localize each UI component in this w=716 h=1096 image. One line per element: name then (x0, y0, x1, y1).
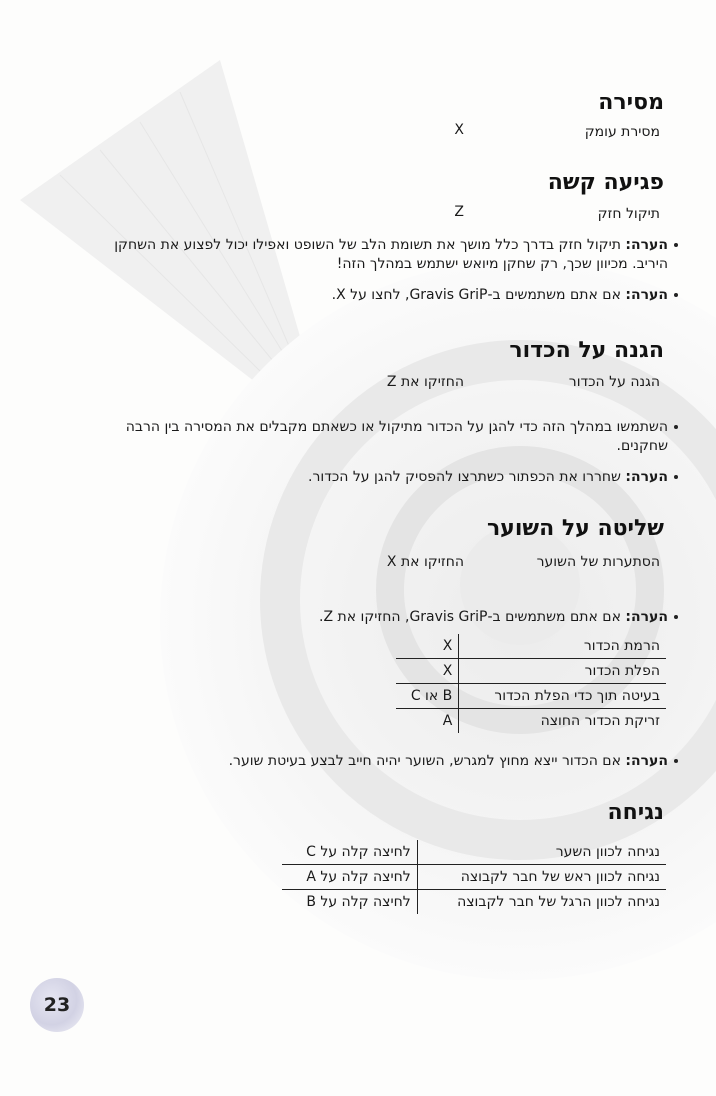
table-cell-key: X (396, 659, 459, 684)
table-cell-key: לחיצה קלה על B (282, 890, 417, 915)
bullet-dot (674, 615, 678, 619)
pass-key: X (454, 122, 464, 138)
ball-protect-key: החזיקו את Z (386, 374, 464, 390)
note-label: הערה: (625, 237, 668, 253)
table-cell-key: לחיצה קלה על A (282, 865, 417, 890)
hard-tackle-key: Z (454, 204, 464, 220)
table-cell-action: הפלת הכדור (459, 659, 666, 684)
table-row (282, 840, 666, 865)
table-cell-key: לחיצה קלה על C (282, 840, 417, 865)
table-cell-action: זריקת הכדור החוצה (459, 709, 666, 734)
table-row (282, 890, 666, 915)
header-controls-table (282, 840, 666, 914)
note-label: הערה: (625, 609, 668, 625)
bullet-dot (674, 293, 678, 297)
table-cell-key: X (396, 634, 459, 659)
section-title-goalie: שליטה על השוער (486, 516, 664, 541)
section-title-header: נגיחה (607, 800, 664, 825)
bullet-dot (674, 425, 678, 429)
section-title-hard-tackle: פגיעה קשה (547, 170, 664, 195)
ball-protect-action: הגנה על הכדור (568, 374, 660, 390)
note-text: אם אתם משתמשים ב-Gravis GriP, לחצו על X. (331, 287, 626, 303)
hard-tackle-action: תיקול חזק (597, 206, 660, 222)
table-cell-action: נגיחה לכוון השער (555, 844, 660, 860)
table-cell-action: נגיחה לכוון הרגל של חבר לקבוצה (417, 890, 666, 915)
table-row (282, 865, 666, 890)
note-text: אם אתם משתמשים ב-Gravis GriP, החזיקו את Z. (319, 609, 626, 625)
table-cell-action: נגיחה לכוון ראש של חבר לקבוצה (417, 865, 666, 890)
note-label: הערה: (625, 287, 668, 303)
bullet-text: השתמשו במהלך הזה כדי להגן על הכדור מתיקול או כשאתם מקבלים את המסירה בין הרבה שחקנים. (125, 419, 668, 454)
page-number: 23 (30, 978, 84, 1032)
note-text: שחררו את הכפתור כשתרצו להפסיק להגן על הכדור. (308, 469, 626, 485)
ball-protect-note (93, 468, 668, 487)
table-cell-action: בעיטה תוך כדי הפלת הכדור (459, 684, 666, 709)
section-title-ball-protect: הגנה על הכדור (509, 338, 664, 363)
bullet-dot (674, 475, 678, 479)
table-cell-key: B או C (396, 684, 459, 709)
table-cell-action: הרמת הכדור (583, 638, 660, 654)
table-cell-key: A (396, 709, 459, 734)
note-label: הערה: (625, 469, 668, 485)
goalie-note-1 (93, 608, 668, 627)
pass-action: מסירת עומק (584, 124, 660, 140)
ball-protect-bullet (93, 418, 668, 456)
goalie-note-2 (93, 752, 668, 771)
table-row (396, 709, 666, 734)
table-row (396, 684, 666, 709)
bullet-dot (674, 759, 678, 763)
note-text: אם הכדור ייצא מחוץ למגרש, השוער יהיה חייב לבצע בעיטת שוער. (228, 753, 626, 769)
note-label: הערה: (625, 753, 668, 769)
hard-tackle-note-2 (93, 286, 668, 305)
table-row (396, 659, 666, 684)
bullet-dot (674, 243, 678, 247)
note-text: תיקול חזק בדרך כלל מושך את תשומת הלב של השופט ואפילו יכול לפצוע את השחקן היריב. מכיוון שכך, רק שחקן מיואש ישתמש במהלך הזה! (114, 237, 668, 272)
hard-tackle-note-1 (93, 236, 668, 274)
table-row (396, 634, 666, 659)
goalie-action: הסתערות של השוער (536, 554, 660, 570)
goalie-key: החזיקו את X (386, 554, 464, 570)
goalie-controls-table (396, 634, 666, 733)
section-title-pass: מסירה (598, 90, 664, 115)
